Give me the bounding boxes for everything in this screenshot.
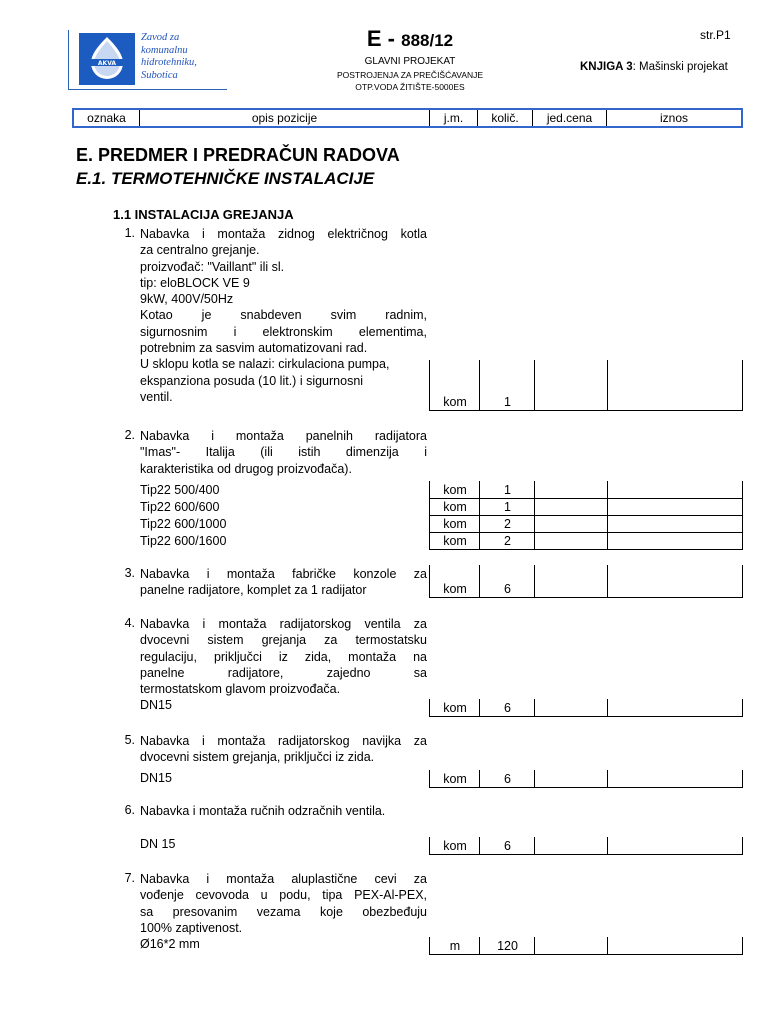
item-description: Nabavka i montaža radijatorskog ventila za dvocevni sistem grejanja za termostatsku regulaciju, priključci iz zida, montaža na panelne radijatore, zajedno sa termostatskom glavom proizvođača. DN15 [140, 617, 427, 713]
list-item: Tip22 600/1600 [140, 534, 227, 548]
table-row: kom 6 [429, 565, 743, 597]
table-row: kom 1 [429, 498, 743, 515]
item-number: 1. [124, 226, 135, 240]
item-description: Nabavka i montaža panelnih radijatora "Imas"- Italija (ili istih dimenzija i karakteristika od drugog proizvođača). [140, 429, 427, 476]
table-row: kom 2 [429, 532, 743, 549]
item-description: Nabavka i montaža aluplastične cevi za vođenje cevovoda u podu, tipa PEX-Al-PEX, sa presovanim vezama koje obezbeđuju 100% zaptivenost. Ø16*2 mm [140, 872, 427, 952]
item-number: 5. [124, 733, 135, 747]
item-number: 2. [124, 428, 135, 442]
table-row: kom 6 [429, 837, 743, 854]
item-subitems [140, 482, 427, 550]
column-header: j.m. [430, 110, 478, 126]
document-code: E - 888/12 [366, 26, 454, 51]
table-row: kom 6 [429, 770, 743, 787]
column-header: oznaka [74, 110, 140, 126]
column-header: iznos [659, 111, 688, 125]
project-subject: POSTROJENJA ZA PREČIŠĆAVANJE [336, 70, 484, 80]
akva-logo-icon [79, 33, 135, 85]
book-label: KNJIGA 3: Mašinski projekat [580, 61, 728, 73]
list-item: Tip22 500/400 [140, 483, 220, 497]
list-item: Tip22 600/1000 [140, 517, 227, 531]
column-header: jed.cena [533, 110, 607, 126]
svg-text:AKVA: AKVA [97, 60, 117, 67]
item-number: 4. [124, 616, 135, 630]
page-title: E. PREDMER I PREDRAČUN RADOVA [76, 145, 400, 165]
table-row: kom 1 [429, 481, 743, 498]
item-number: 3. [124, 566, 135, 580]
list-item: Tip22 600/600 [140, 500, 220, 514]
column-header-row [72, 108, 743, 128]
item-description: Nabavka i montaža radijatorskog navijka za dvocevni sistem grejanja, priključci iz zida. DN15 [140, 734, 427, 785]
project-type: GLAVNI PROJEKAT [364, 56, 456, 67]
section-heading: 1.1 INSTALACIJA GREJANJA [113, 207, 294, 222]
column-header: opis pozicije [140, 110, 430, 126]
table-row: m 120 [429, 937, 743, 954]
logo-text: Zavod za komunalnu hidrotehniku, Subotica [141, 32, 197, 81]
project-location: OTP.VODA ŽITIŠTE-5000ES [355, 82, 465, 92]
logo [68, 30, 226, 90]
item-number: 7. [124, 871, 135, 885]
page-subtitle: E.1. TERMOTEHNIČKE INSTALACIJE [76, 169, 375, 188]
page-number: str.P1 [700, 28, 731, 42]
table-row: kom 1 [429, 360, 743, 410]
item-description: Nabavka i montaža ručnih odzračnih ventila. DN 15 [140, 804, 386, 852]
item-description: Nabavka i montaža fabričke konzole za panelne radijatore, komplet za 1 radijator [140, 567, 427, 598]
table-row: kom 6 [429, 699, 743, 716]
table-row: kom 2 [429, 515, 743, 532]
item-description: Nabavka i montaža zidnog električnog kotla za centralno grejanje. proizvođač: "Vaillant" ili sl. tip: eloBLOCK VE 9 9kW, 400V/50Hz Kotao je snabdeven svim radnim, sigurnosnim i elektronskim elementima, potrebnim za sasvim automatizovani rad. U sklopu kotla se nalazi: cirkulaciona pumpa, ekspanziona posuda (10 lit.) i sigurnosni ventil. [140, 227, 427, 404]
column-header: količ. [478, 110, 533, 126]
item-number: 6. [124, 803, 135, 817]
